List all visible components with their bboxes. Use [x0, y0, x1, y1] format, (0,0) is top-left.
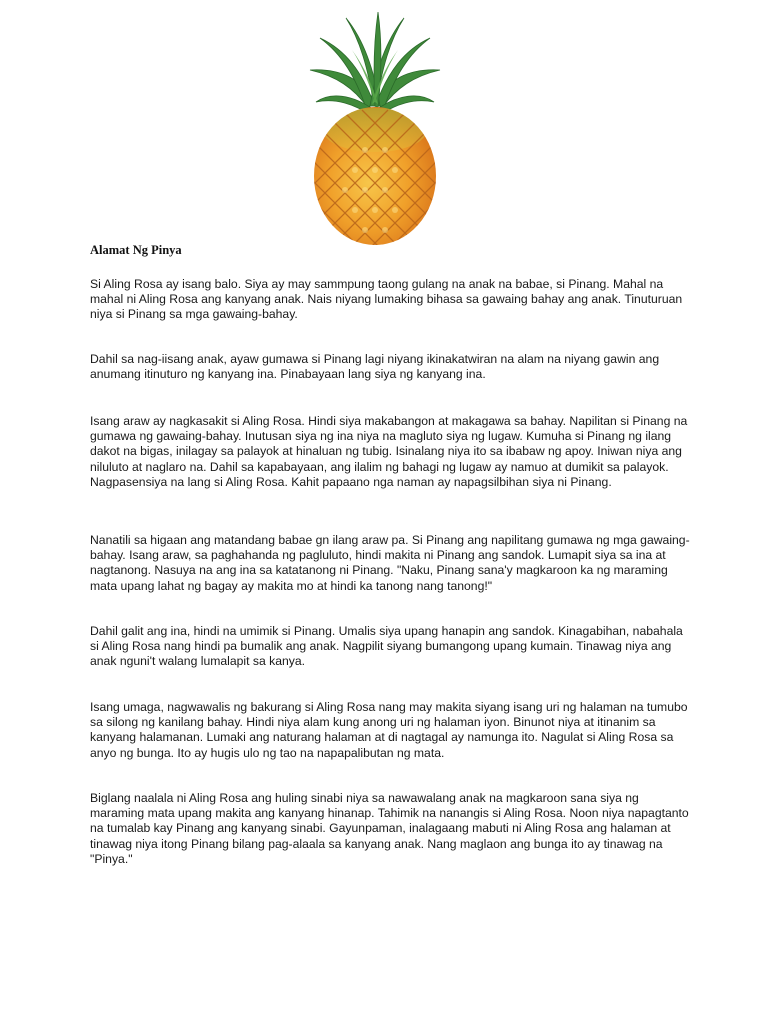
paragraph: Biglang naalala ni Aling Rosa ang huling sinabi niya sa nawawalang anak na magkaroon sana siya ng maraming mata upang makita ang kanyang hinanap. Tahimik na nanangis si Aling Rosa. Noon niya napagtanto na tumalab kay Pinang ang kanyang sinabi. Gayunpaman, inalagaang mabuti ni Aling Rosa ang halaman at tinawag niya itong Pinang bilang pag-alaala sa kanyang anak. Nang maglaon ang bunga ito ay tinawag na "Pinya.": [90, 791, 689, 866]
paragraph: Dahil galit ang ina, hindi na umimik si Pinang. Umalis siya upang hanapin ang sandok. Kinagabihan, nabahala si Aling Rosa nang hindi pa bumalik ang anak. Nagpilit siyang bumangong upang kumain. Tinawag niya ang anak nguni't walang lumalapit sa kanya.: [90, 624, 683, 669]
paragraph: Dahil sa nag-iisang anak, ayaw gumawa si Pinang lagi niyang ikinakatwiran na alam na niyang gawin ang anumang itinuturo ng kanyang ina. Pinabayaan lang siya ng kanyang ina.: [90, 352, 660, 382]
paragraph: Si Aling Rosa ay isang balo. Siya ay may sammpung taong gulang na anak na babae, si Pinang. Mahal na mahal ni Aling Rosa ang kanyang anak. Nais niyang lumaking bihasa sa gawaing bahay ang anak. Tinuturuan niya si Pinang sa mga gawaing-bahay.: [90, 277, 683, 322]
paragraph: Isang umaga, nagwawalis ng bakurang si Aling Rosa nang may makita siyang isang uri ng halaman na tumubo sa silong ng kanilang bahay. Hindi niya alam kung anong uri ng halaman iyon. Binunot niya at itinanim sa kanyang halamanan. Lumaki ang naturang halaman at di nagtagal ay namunga ito. Nagulat si Aling Rosa sa anyo ng bunga. Ito ay hugis ulo ng tao na napapalibutan ng mata.: [90, 700, 688, 760]
paragraph: Isang araw ay nagkasakit si Aling Rosa. Hindi siya makabangon at makagawa sa bahay. Napilitan si Pinang na gumawa ng gawaing-bahay. Inutusan siya ng ina niya na magluto siya ng lugaw. Kumuha si Pinang ng ilang dakot na bigas, inilagay sa palayok at hinaluan ng tubig. Isinalang niya ito sa ibabaw ng apoy. Iniwan niya ang niluluto at naglaro na. Dahil sa kapabayaan, ang ilalim ng bahagi ng lugaw ay namuo at dumikit sa palayok. Nagpasensiya na lang si Aling Rosa. Kahit papaano nga naman ay napagsilbihan siya ni Pinang.: [90, 414, 688, 489]
paragraph: Nanatili sa higaan ang matandang babae gn ilang araw pa. Si Pinang ang napilitang gumawa ng mga gawaing-bahay. Isang araw, sa paghahanda ng pagluluto, hindi makita ni Pinang ang sandok. Lumapit siya sa ina at nagtanong. Nasuya na ang ina sa katatanong ni Pinang. "Naku, Pinang sana'y magkaroon ka ng maraming mata upang lahat ng bagay ay makita mo at hindi ka tanong nang tanong!": [90, 533, 690, 593]
pineapple-icon: [302, 10, 448, 246]
document-title: Alamat Ng Pinya: [90, 243, 182, 257]
